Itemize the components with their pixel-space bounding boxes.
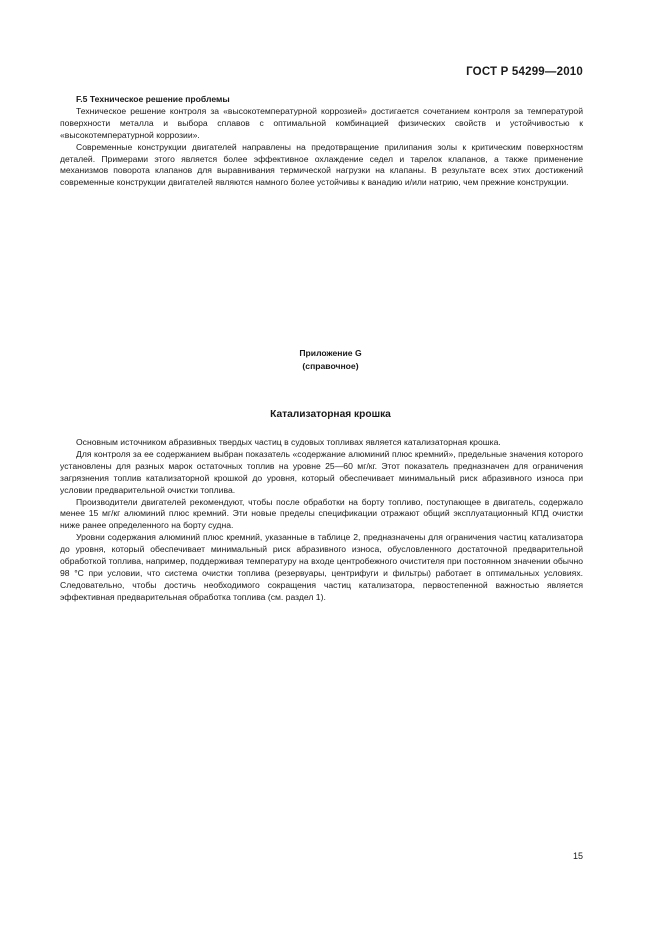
section-f5 (60, 94, 583, 189)
appendix-paragraph: Производители двигателей рекомендуют, чтобы после обработки на борту топливо, поступающее в двигатель, содержало менее 15 мг/кг алюминий плюс кремний. Эти новые пределы спецификации отражают общий эксплуатационный КПД очистки ниже ранее определенного на борту судна. (60, 496, 583, 531)
section-f5-title: F.5 Техническое решение проблемы (76, 94, 230, 104)
appendix-type: (справочное) (302, 361, 359, 371)
document-code: ГОСТ Р 54299—2010 (466, 66, 583, 78)
appendix-title: Катализаторная крошка (270, 409, 391, 420)
appendix-body (60, 437, 583, 604)
appendix-label: Приложение G (299, 348, 362, 358)
appendix-paragraph: Уровни содержания алюминий плюс кремний, указанные в таблице 2, предназначены для ограничения частиц катализатора до уровня, который обеспечивает минимальный риск абразивного износа, обусловленного достаточной предварительной обработкой топлива, например, поддерживая температуру на входе центробежного очистителя при постоянном значении обычно 98 °С при условии, что система очистки топлива (резервуары, центрифуги и фильтры) работает в оптимальных условиях. Следовательно, чтобы достичь необходимого сокращения частиц катализатора, первостепенной важностью является эффективная предварительная обработка топлива (см. раздел 1). (60, 532, 583, 602)
appendix-paragraph: Основным источником абразивных твердых частиц в судовых топливах является катализаторная крошка. (76, 437, 501, 447)
appendix-paragraph: Для контроля за ее содержанием выбран показатель «содержание алюминий плюс кремний», предельные значения которого установлены для разных марок остаточных топлив на уровне 25—60 мг/кг. Этот показатель предназначен для ограничения загрязнения топлив катализаторной крошкой до уровня, который обеспечивает минимальный риск абразивного износа при условии предварительной очистки топлива. (60, 448, 583, 495)
section-f5-paragraph: Современные конструкции двигателей направлены на предотвращение прилипания золы к критическим поверхностям деталей. Примерами этого является более эффективное охлаждение седел и тарелок клапанов, а также применение механизмов поворота клапанов для выравнивания термической нагрузки на клапаны. В результате всех этих достижений современные конструкции двигателей являются намного более устойчивы к ванадию и/или натрию, чем прежние конструкции. (60, 141, 583, 188)
page-number: 15 (572, 851, 583, 861)
section-f5-paragraph: Техническое решение контроля за «высокотемпературной коррозией» достигается сочетанием контроля за температурой поверхности металла и выбора сплавов с оптимальной комбинацией физических свойств и устойчивостью к «высокотемпературной коррозии». (60, 105, 583, 140)
